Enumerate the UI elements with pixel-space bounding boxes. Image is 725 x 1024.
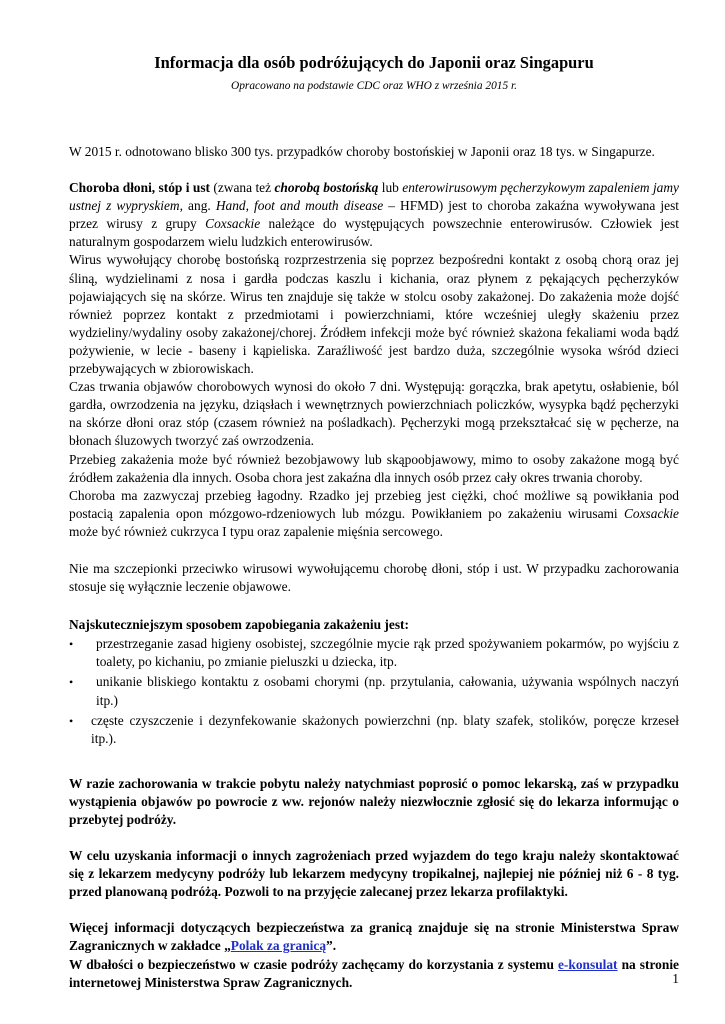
consultation-paragraph: W celu uzyskania informacji o innych zagrożeniach przed wyjazdem do tego kraju należy skontaktować się z lekarzem medycyny podróży lub lekarzem medycyny tropikalnej, najlepiej nie później niż 6 - 8 tyg. przed planowaną podróżą. Pozwoli to na przyjęcie zalecanej przez lekarza profilaktyki. <box>69 848 679 900</box>
disease-alt-name: chorobą bostońską <box>274 180 379 196</box>
warning-paragraph: W razie zachorowania w trakcie pobytu należy natychmiast poprosić o pomoc lekarską, zaś w przypadku wystąpienia objawów po powrocie z ww. rejonów należy niezwłocznie zgłosić się do lekarza informując o przebytej podróży. <box>69 775 679 827</box>
document-subtitle: Opracowano na podstawie CDC oraz WHO z września 2015 r. <box>230 80 518 92</box>
transmission-paragraph: Wirus wywołujący chorobę bostońską rozprzestrzenia się poprzez bezpośredni kontakt z osobą chorą oraz jej śliną, wydzielinami z nosa i gardła podczas kaszlu i kichania, oraz płynem z pękających pęcherzyków pojawiających się na skórze. Wirus ten znajduje się także w stolcu osoby zakażonej. Do zakażenia może dojść również poprzez kontakt z przedmiotami i powierzchniami, które wcześniej uległy skażeniu przez wydzieliny/wydaliny osoby zakażonej/chorej. Źródłem infekcji może być również skażona fekaliami woda bądź pożywienie, w lecie - baseny i kąpieliska. Zaraźliwość jest bardzo duża, szczególnie wysoka wśród dzieci przebywających w zbiorowiskach. <box>69 252 679 377</box>
polak-za-granica-link[interactable]: Polak za granicą <box>230 938 327 954</box>
disease-definition-paragraph: Choroba dłoni, stóp i ust (zwana też chorobą bostońską lub enterowirusowym pęcherzykowym zapaleniem jamy ustnej z wypryskiem, ang. Hand, foot and mouth disease – HFMD) jest to choroba zakaźna wywoływana jest przez wirusy z grupy Coxsackie należące do występujących powszechnie enterowirusów. Człowiek jest naturalnym gospodarzem wielu ludzkich enterowirusów. <box>69 180 680 250</box>
e-konsulat-paragraph: W dbałości o bezpieczeństwo w czasie podróży zachęcamy do korzystania z systemu e-konsulat na stronie internetowej Ministerstwa Spraw Zagranicznych. <box>69 956 679 990</box>
symptoms-paragraph: Czas trwania objawów chorobowych wynosi do około 7 dni. Występują: gorączka, brak apetytu, osłabienie, ból gardła, owrzodzenia na języku, dziąsłach i wewnętrznych powierzchniach policzków, wysypka bądź pęcherzyki na skórze dłoni oraz stóp (czasem również na pośladkach). Pęcherzyki mogą przekształcać się w pęcherze, na błonach śluzowych tworzyć zaś owrzodzenia. <box>69 379 679 449</box>
e-konsulat-link[interactable]: e-konsulat <box>557 956 618 972</box>
list-item: • częste czyszczenie i dezynfekowanie skażonych powierzchni (np. blaty szafek, stolików, poręcze krzeseł itp.). <box>69 712 679 746</box>
prevention-heading: Najskuteczniejszym sposobem zapobiegania zakażeniu jest: <box>69 617 409 633</box>
prevention-list <box>69 635 679 748</box>
asymptomatic-paragraph: Przebieg zakażenia może być również bezobjawowy lub skąpoobjawowy, mimo to osoby zakażone mogą być źródłem zakażenia dla innych. Osoba chora jest zakaźna dla innych osób przez cały okres trwania choroby. <box>69 451 679 485</box>
complications-paragraph: Choroba ma zazwyczaj przebieg łagodny. Rzadko jej przebieg jest ciężki, choć możliwe są powikłania pod postacią zapalenia opon mózgowo-rdzeniowych lub mózgu. Powikłaniem po zakażeniu wirusami Coxsackie może być również cukrzyca I typu oraz zapalenie mięśnia sercowego. <box>69 487 679 539</box>
vaccine-paragraph: Nie ma szczepionki przeciwko wirusowi wywołującemu chorobę dłoni, stóp i ust. W przypadku zachorowania stosuje się wyłącznie leczenie objawowe. <box>69 560 679 595</box>
list-item: • przestrzeganie zasad higieny osobistej, szczególnie mycie rąk przed spożywaniem pokarmów, po wyjściu z toalety, po kichaniu, po zmianie pieluszki u dziecka, itp. <box>69 636 679 670</box>
intro-paragraph: W 2015 r. odnotowano blisko 300 tys. przypadków choroby bostońskiej w Japonii oraz 18 tys. w Singapurze. <box>69 144 655 159</box>
bullet-icon: • <box>69 675 74 690</box>
document-title: Informacja dla osób podróżujących do Japonii oraz Singapuru <box>154 53 594 72</box>
page-number: 1 <box>672 971 679 986</box>
bullet-icon: • <box>69 637 74 652</box>
bullet-icon: • <box>69 713 74 728</box>
disease-name: Choroba dłoni, stóp i ust <box>69 180 210 196</box>
more-info-paragraph: Więcej informacji dotyczących bezpieczeństwa za granicą znajduje się na stronie Ministerstwa Spraw Zagranicznych w zakładce „Polak za granicą”. <box>69 920 679 954</box>
list-item: • unikanie bliskiego kontaktu z osobami chorymi (np. przytulania, całowania, używania wspólnych naczyń itp.) <box>69 674 679 708</box>
